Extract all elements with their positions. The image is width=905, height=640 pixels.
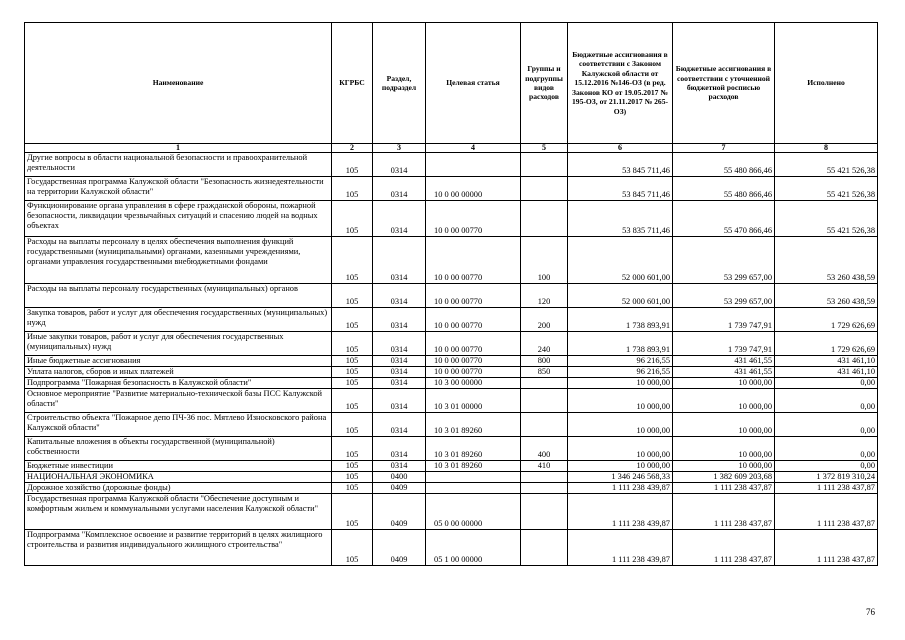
- cell-b: 1 111 238 437,87: [673, 494, 775, 530]
- cell-c: 55 421 526,38: [775, 177, 878, 201]
- table-row: [25, 367, 878, 378]
- cell-name: Подпрограмма "Комплексное освоение и развитие территорий в целях жилищного строительства и развития индивидуального жилищного строительства": [25, 530, 332, 566]
- header-assign-plan: Бюджетные ассигнования в соответствии с уточненной бюджетной росписью расходов: [673, 23, 775, 144]
- cell-name: Строительство объекта "Пожарное депо ПЧ-36 пос. Мятлево Износковского района Калужской области": [25, 413, 332, 437]
- header-gruppy: Группы и подгруппы видов расходов: [521, 23, 568, 144]
- cell-razdel: 0314: [373, 378, 426, 389]
- cell-cs: [426, 153, 521, 177]
- column-number: 6: [568, 144, 673, 153]
- cell-kgrbs: 105: [332, 494, 373, 530]
- column-number: 3: [373, 144, 426, 153]
- cell-kgrbs: 105: [332, 461, 373, 472]
- cell-razdel: 0314: [373, 332, 426, 356]
- cell-kgrbs: 105: [332, 356, 373, 367]
- cell-vr: [521, 530, 568, 566]
- cell-kgrbs: 105: [332, 413, 373, 437]
- table-row: [25, 437, 878, 461]
- cell-razdel: 0314: [373, 356, 426, 367]
- cell-cs: 10 0 00 00770: [426, 201, 521, 237]
- cell-name: Иные закупки товаров, работ и услуг для обеспечения государственных (муниципальных) нужд: [25, 332, 332, 356]
- cell-a: 53 845 711,46: [568, 177, 673, 201]
- cell-name: Уплата налогов, сборов и иных платежей: [25, 367, 332, 378]
- cell-c: 431 461,10: [775, 367, 878, 378]
- header-row: [25, 23, 878, 144]
- cell-a: 53 835 711,46: [568, 201, 673, 237]
- cell-razdel: 0409: [373, 483, 426, 494]
- cell-vr: [521, 494, 568, 530]
- table-row: [25, 483, 878, 494]
- cell-name: Иные бюджетные ассигнования: [25, 356, 332, 367]
- cell-c: 1 729 626,69: [775, 332, 878, 356]
- budget-table: [24, 22, 878, 566]
- cell-c: 0,00: [775, 378, 878, 389]
- cell-a: 1 346 246 568,33: [568, 472, 673, 483]
- cell-a: 10 000,00: [568, 389, 673, 413]
- cell-razdel: 0314: [373, 413, 426, 437]
- header-razdel: Раздел, подраздел: [373, 23, 426, 144]
- cell-kgrbs: 105: [332, 530, 373, 566]
- cell-razdel: 0314: [373, 177, 426, 201]
- table-row: [25, 494, 878, 530]
- table-row: [25, 530, 878, 566]
- cell-cs: 10 0 00 00770: [426, 356, 521, 367]
- table-row: [25, 378, 878, 389]
- cell-name: Подпрограмма "Пожарная безопасность в Калужской области": [25, 378, 332, 389]
- cell-c: 431 461,10: [775, 356, 878, 367]
- table-row: [25, 472, 878, 483]
- column-number-row: [25, 144, 878, 153]
- cell-c: 0,00: [775, 437, 878, 461]
- column-number: 8: [775, 144, 878, 153]
- cell-razdel: 0314: [373, 237, 426, 284]
- cell-razdel: 0314: [373, 284, 426, 308]
- cell-name: Расходы на выплаты персоналу в целях обеспечения выполнения функций государственными (муниципальными) органами, казенными учреждениями, органами управления государственными внебюджетными фондами: [25, 237, 332, 284]
- cell-name: Дорожное хозяйство (дорожные фонды): [25, 483, 332, 494]
- cell-c: 1 729 626,69: [775, 308, 878, 332]
- cell-a: 10 000,00: [568, 413, 673, 437]
- cell-a: 10 000,00: [568, 461, 673, 472]
- cell-kgrbs: 105: [332, 332, 373, 356]
- table-row: [25, 308, 878, 332]
- cell-kgrbs: 105: [332, 284, 373, 308]
- cell-b: 10 000,00: [673, 389, 775, 413]
- cell-vr: [521, 153, 568, 177]
- cell-c: 0,00: [775, 413, 878, 437]
- cell-vr: 800: [521, 356, 568, 367]
- table-row: [25, 177, 878, 201]
- cell-c: 1 372 819 310,24: [775, 472, 878, 483]
- cell-b: 55 470 866,46: [673, 201, 775, 237]
- cell-kgrbs: 105: [332, 483, 373, 494]
- table-row: [25, 284, 878, 308]
- cell-c: 1 111 238 437,87: [775, 483, 878, 494]
- cell-a: 96 216,55: [568, 367, 673, 378]
- cell-name: Капитальные вложения в объекты государственной (муниципальной) собственности: [25, 437, 332, 461]
- cell-cs: 10 0 00 00770: [426, 367, 521, 378]
- cell-razdel: 0314: [373, 461, 426, 472]
- cell-name: Расходы на выплаты персоналу государственных (муниципальных) органов: [25, 284, 332, 308]
- cell-kgrbs: 105: [332, 437, 373, 461]
- cell-c: 53 260 438,59: [775, 284, 878, 308]
- header-celevaya: Целевая статья: [426, 23, 521, 144]
- cell-cs: 10 3 01 89260: [426, 437, 521, 461]
- cell-razdel: 0409: [373, 530, 426, 566]
- cell-name: Функционирование органа управления в сфере гражданской обороны, пожарной безопасности, ликвидации чрезвычайных ситуаций и спасению людей на водных объектах: [25, 201, 332, 237]
- cell-kgrbs: 105: [332, 177, 373, 201]
- cell-name: Закупка товаров, работ и услуг для обеспечения государственных (муниципальных) нужд: [25, 308, 332, 332]
- column-number: 2: [332, 144, 373, 153]
- cell-kgrbs: 105: [332, 367, 373, 378]
- table-row: [25, 389, 878, 413]
- header-name: Наименование: [25, 23, 332, 144]
- cell-a: 1 111 238 439,87: [568, 494, 673, 530]
- cell-a: 1 738 893,91: [568, 308, 673, 332]
- table-row: [25, 413, 878, 437]
- cell-b: 55 480 866,46: [673, 153, 775, 177]
- cell-cs: 10 3 01 89260: [426, 413, 521, 437]
- cell-kgrbs: 105: [332, 472, 373, 483]
- cell-c: 0,00: [775, 461, 878, 472]
- cell-vr: [521, 389, 568, 413]
- cell-cs: 10 0 00 00770: [426, 237, 521, 284]
- cell-c: 55 421 526,38: [775, 153, 878, 177]
- cell-kgrbs: 105: [332, 201, 373, 237]
- cell-vr: 200: [521, 308, 568, 332]
- cell-razdel: 0400: [373, 472, 426, 483]
- page-number: 76: [866, 607, 875, 617]
- table-row: [25, 356, 878, 367]
- cell-cs: 10 3 01 00000: [426, 389, 521, 413]
- cell-kgrbs: 105: [332, 153, 373, 177]
- cell-vr: 410: [521, 461, 568, 472]
- cell-razdel: 0314: [373, 437, 426, 461]
- cell-a: 1 111 238 439,87: [568, 530, 673, 566]
- cell-cs: 10 0 00 00770: [426, 332, 521, 356]
- cell-vr: 120: [521, 284, 568, 308]
- cell-a: 52 000 601,00: [568, 237, 673, 284]
- cell-a: 1 111 238 439,87: [568, 483, 673, 494]
- cell-b: 1 382 609 203,68: [673, 472, 775, 483]
- cell-a: 10 000,00: [568, 437, 673, 461]
- cell-c: 53 260 438,59: [775, 237, 878, 284]
- cell-c: 1 111 238 437,87: [775, 494, 878, 530]
- cell-b: 10 000,00: [673, 437, 775, 461]
- cell-a: 96 216,55: [568, 356, 673, 367]
- cell-kgrbs: 105: [332, 389, 373, 413]
- cell-kgrbs: 105: [332, 378, 373, 389]
- cell-name: НАЦИОНАЛЬНАЯ ЭКОНОМИКА: [25, 472, 332, 483]
- cell-cs: [426, 483, 521, 494]
- cell-b: 53 299 657,00: [673, 237, 775, 284]
- cell-a: 52 000 601,00: [568, 284, 673, 308]
- cell-b: 1 739 747,91: [673, 332, 775, 356]
- header-kgrbs: КГРБС: [332, 23, 373, 144]
- cell-name: Государственная программа Калужской области "Безопасность жизнедеятельности на территории Калужской области": [25, 177, 332, 201]
- cell-cs: 10 3 01 89260: [426, 461, 521, 472]
- cell-cs: [426, 472, 521, 483]
- cell-b: 1 739 747,91: [673, 308, 775, 332]
- cell-cs: 05 0 00 00000: [426, 494, 521, 530]
- cell-c: 1 111 238 437,87: [775, 530, 878, 566]
- cell-b: 1 111 238 437,87: [673, 530, 775, 566]
- cell-vr: 240: [521, 332, 568, 356]
- cell-kgrbs: 105: [332, 237, 373, 284]
- cell-c: 0,00: [775, 389, 878, 413]
- cell-b: 431 461,55: [673, 356, 775, 367]
- cell-a: 1 738 893,91: [568, 332, 673, 356]
- cell-vr: [521, 483, 568, 494]
- column-number: 1: [25, 144, 332, 153]
- cell-cs: 10 0 00 00000: [426, 177, 521, 201]
- table-body: [25, 153, 878, 566]
- cell-cs: 05 1 00 00000: [426, 530, 521, 566]
- cell-vr: 400: [521, 437, 568, 461]
- cell-razdel: 0314: [373, 153, 426, 177]
- table-row: [25, 153, 878, 177]
- cell-a: 53 845 711,46: [568, 153, 673, 177]
- cell-razdel: 0409: [373, 494, 426, 530]
- column-number: 5: [521, 144, 568, 153]
- table-row: [25, 332, 878, 356]
- cell-b: 1 111 238 437,87: [673, 483, 775, 494]
- header-executed: Исполнено: [775, 23, 878, 144]
- cell-b: 431 461,55: [673, 367, 775, 378]
- cell-cs: 10 3 00 00000: [426, 378, 521, 389]
- cell-vr: [521, 201, 568, 237]
- column-number: 7: [673, 144, 775, 153]
- cell-b: 53 299 657,00: [673, 284, 775, 308]
- cell-b: 10 000,00: [673, 461, 775, 472]
- cell-cs: 10 0 00 00770: [426, 284, 521, 308]
- cell-vr: [521, 413, 568, 437]
- cell-b: 10 000,00: [673, 378, 775, 389]
- cell-name: Основное мероприятие "Развитие материально-технической базы ПСС Калужской области": [25, 389, 332, 413]
- cell-vr: [521, 378, 568, 389]
- header-assign-law: Бюджетные ассигнования в соответствии с Законом Калужской области от 15.12.2016 №146-ОЗ (в ред. Законов КО от 19.05.2017 № 195-ОЗ, от 21.11.2017 № 265-ОЗ): [568, 23, 673, 144]
- cell-b: 55 480 866,46: [673, 177, 775, 201]
- cell-name: Другие вопросы в области национальной безопасности и правоохранительной деятельности: [25, 153, 332, 177]
- cell-vr: 850: [521, 367, 568, 378]
- cell-b: 10 000,00: [673, 413, 775, 437]
- cell-razdel: 0314: [373, 367, 426, 378]
- cell-a: 10 000,00: [568, 378, 673, 389]
- cell-name: Государственная программа Калужской области "Обеспечение доступным и комфортным жильем и коммунальными услугами населения Калужской области": [25, 494, 332, 530]
- cell-vr: [521, 472, 568, 483]
- cell-razdel: 0314: [373, 308, 426, 332]
- cell-cs: 10 0 00 00770: [426, 308, 521, 332]
- cell-kgrbs: 105: [332, 308, 373, 332]
- cell-vr: 100: [521, 237, 568, 284]
- cell-razdel: 0314: [373, 389, 426, 413]
- table-row: [25, 237, 878, 284]
- column-number: 4: [426, 144, 521, 153]
- table-row: [25, 201, 878, 237]
- cell-razdel: 0314: [373, 201, 426, 237]
- table-row: [25, 461, 878, 472]
- cell-name: Бюджетные инвестиции: [25, 461, 332, 472]
- cell-c: 55 421 526,38: [775, 201, 878, 237]
- cell-vr: [521, 177, 568, 201]
